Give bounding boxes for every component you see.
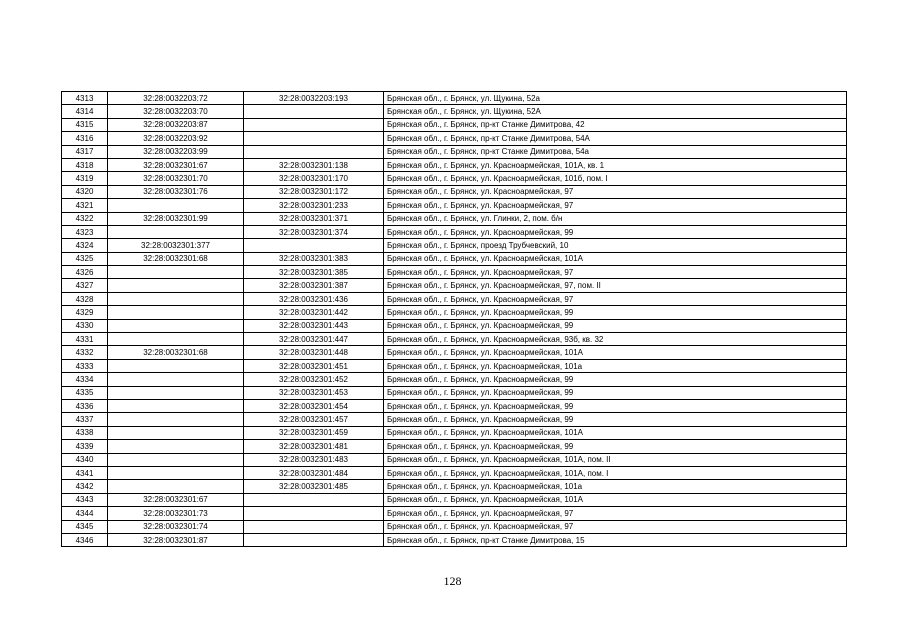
table-row [62, 520, 847, 533]
cadastral-number-cell: 32:28:0032301:74 [108, 520, 244, 533]
building-number-cell [244, 520, 384, 533]
address-cell: Брянская обл., г. Брянск, пр-кт Станке Димитрова, 54А [384, 132, 847, 145]
address-cell: Брянская обл., г. Брянск, ул. Красноармейская, 101А [384, 493, 847, 506]
table-row [62, 440, 847, 453]
row-number-cell: 4322 [62, 212, 108, 225]
building-number-cell [244, 105, 384, 118]
cadastral-number-cell: 32:28:0032301:67 [108, 158, 244, 171]
address-cell: Брянская обл., г. Брянск, проезд Трубчевский, 10 [384, 239, 847, 252]
building-number-cell: 32:28:0032301:447 [244, 333, 384, 346]
registry-table [61, 91, 847, 547]
table-row [62, 306, 847, 319]
address-cell: Брянская обл., г. Брянск, ул. Красноармейская, 101А [384, 252, 847, 265]
table-row [62, 333, 847, 346]
building-number-cell: 32:28:0032301:457 [244, 413, 384, 426]
building-number-cell: 32:28:0032301:484 [244, 466, 384, 479]
address-cell: Брянская обл., г. Брянск, пр-кт Станке Димитрова, 42 [384, 118, 847, 131]
address-cell: Брянская обл., г. Брянск, ул. Красноармейская, 101А, кв. 1 [384, 158, 847, 171]
address-cell: Брянская обл., г. Брянск, ул. Красноармейская, 97 [384, 185, 847, 198]
cadastral-number-cell: 32:28:0032301:76 [108, 185, 244, 198]
row-number-cell: 4313 [62, 92, 108, 105]
address-cell: Брянская обл., г. Брянск, ул. Красноармейская, 97 [384, 199, 847, 212]
row-number-cell: 4323 [62, 225, 108, 238]
building-number-cell: 32:28:0032301:138 [244, 158, 384, 171]
table-row [62, 466, 847, 479]
row-number-cell: 4345 [62, 520, 108, 533]
table-row [62, 279, 847, 292]
address-cell: Брянская обл., г. Брянск, ул. Щукина, 52а [384, 92, 847, 105]
building-number-cell: 32:28:0032301:483 [244, 453, 384, 466]
registry-table-body [62, 92, 847, 547]
row-number-cell: 4325 [62, 252, 108, 265]
table-row [62, 225, 847, 238]
table-row [62, 185, 847, 198]
address-cell: Брянская обл., г. Брянск, ул. Красноармейская, 99 [384, 319, 847, 332]
cadastral-number-cell [108, 480, 244, 493]
building-number-cell: 32:28:0032301:383 [244, 252, 384, 265]
address-cell: Брянская обл., г. Брянск, ул. Красноармейская, 99 [384, 413, 847, 426]
row-number-cell: 4344 [62, 507, 108, 520]
row-number-cell: 4334 [62, 373, 108, 386]
building-number-cell: 32:28:0032301:451 [244, 359, 384, 372]
building-number-cell: 32:28:0032301:485 [244, 480, 384, 493]
building-number-cell: 32:28:0032301:443 [244, 319, 384, 332]
cadastral-number-cell [108, 440, 244, 453]
table-row [62, 239, 847, 252]
row-number-cell: 4330 [62, 319, 108, 332]
table-row [62, 359, 847, 372]
cadastral-number-cell [108, 279, 244, 292]
cadastral-number-cell [108, 333, 244, 346]
address-cell: Брянская обл., г. Брянск, ул. Красноармейская, 97 [384, 266, 847, 279]
building-number-cell [244, 493, 384, 506]
table-row [62, 386, 847, 399]
cadastral-number-cell: 32:28:0032301:99 [108, 212, 244, 225]
building-number-cell: 32:28:0032301:233 [244, 199, 384, 212]
table-row [62, 266, 847, 279]
cadastral-number-cell [108, 359, 244, 372]
row-number-cell: 4316 [62, 132, 108, 145]
row-number-cell: 4332 [62, 346, 108, 359]
row-number-cell: 4317 [62, 145, 108, 158]
address-cell: Брянская обл., г. Брянск, пр-кт Станке Димитрова, 15 [384, 533, 847, 546]
table-row [62, 507, 847, 520]
row-number-cell: 4336 [62, 399, 108, 412]
table-row [62, 172, 847, 185]
address-cell: Брянская обл., г. Брянск, ул. Красноармейская, 93б, кв. 32 [384, 333, 847, 346]
address-cell: Брянская обл., г. Брянск, ул. Красноармейская, 97 [384, 520, 847, 533]
row-number-cell: 4328 [62, 292, 108, 305]
table-row [62, 212, 847, 225]
cadastral-number-cell: 32:28:0032203:72 [108, 92, 244, 105]
row-number-cell: 4318 [62, 158, 108, 171]
building-number-cell: 32:28:0032301:371 [244, 212, 384, 225]
address-cell: Брянская обл., г. Брянск, ул. Красноармейская, 101б, пом. I [384, 172, 847, 185]
address-cell: Брянская обл., г. Брянск, ул. Красноармейская, 99 [384, 373, 847, 386]
row-number-cell: 4314 [62, 105, 108, 118]
table-row [62, 145, 847, 158]
address-cell: Брянская обл., г. Брянск, ул. Красноармейская, 99 [384, 399, 847, 412]
table-row [62, 399, 847, 412]
row-number-cell: 4333 [62, 359, 108, 372]
cadastral-number-cell [108, 199, 244, 212]
cadastral-number-cell: 32:28:0032301:70 [108, 172, 244, 185]
address-cell: Брянская обл., г. Брянск, пр-кт Станке Димитрова, 54а [384, 145, 847, 158]
cadastral-number-cell [108, 453, 244, 466]
building-number-cell: 32:28:0032301:453 [244, 386, 384, 399]
row-number-cell: 4321 [62, 199, 108, 212]
row-number-cell: 4346 [62, 533, 108, 546]
table-row [62, 533, 847, 546]
row-number-cell: 4327 [62, 279, 108, 292]
building-number-cell: 32:28:0032301:448 [244, 346, 384, 359]
building-number-cell [244, 145, 384, 158]
cadastral-number-cell [108, 426, 244, 439]
row-number-cell: 4343 [62, 493, 108, 506]
cadastral-number-cell: 32:28:0032301:68 [108, 346, 244, 359]
building-number-cell [244, 507, 384, 520]
table-row [62, 493, 847, 506]
cadastral-number-cell [108, 292, 244, 305]
building-number-cell: 32:28:0032301:387 [244, 279, 384, 292]
row-number-cell: 4338 [62, 426, 108, 439]
address-cell: Брянская обл., г. Брянск, ул. Красноармейская, 99 [384, 225, 847, 238]
address-cell: Брянская обл., г. Брянск, ул. Красноармейская, 99 [384, 386, 847, 399]
cadastral-number-cell: 32:28:0032301:377 [108, 239, 244, 252]
address-cell: Брянская обл., г. Брянск, ул. Красноармейская, 97 [384, 507, 847, 520]
building-number-cell: 32:28:0032301:442 [244, 306, 384, 319]
row-number-cell: 4340 [62, 453, 108, 466]
row-number-cell: 4331 [62, 333, 108, 346]
address-cell: Брянская обл., г. Брянск, ул. Красноармейская, 101а [384, 359, 847, 372]
cadastral-number-cell: 32:28:0032203:70 [108, 105, 244, 118]
table-row [62, 319, 847, 332]
row-number-cell: 4320 [62, 185, 108, 198]
table-row [62, 158, 847, 171]
cadastral-number-cell [108, 306, 244, 319]
building-number-cell [244, 533, 384, 546]
row-number-cell: 4335 [62, 386, 108, 399]
cadastral-number-cell: 32:28:0032301:68 [108, 252, 244, 265]
table-row [62, 92, 847, 105]
row-number-cell: 4339 [62, 440, 108, 453]
building-number-cell: 32:28:0032301:436 [244, 292, 384, 305]
row-number-cell: 4324 [62, 239, 108, 252]
building-number-cell: 32:28:0032301:385 [244, 266, 384, 279]
cadastral-number-cell [108, 466, 244, 479]
table-row [62, 480, 847, 493]
row-number-cell: 4319 [62, 172, 108, 185]
page-number: 128 [443, 574, 462, 588]
address-cell: Брянская обл., г. Брянск, ул. Красноармейская, 101а [384, 480, 847, 493]
building-number-cell: 32:28:0032301:374 [244, 225, 384, 238]
table-row [62, 346, 847, 359]
building-number-cell [244, 239, 384, 252]
cadastral-number-cell [108, 413, 244, 426]
building-number-cell: 32:28:0032301:481 [244, 440, 384, 453]
address-cell: Брянская обл., г. Брянск, ул. Красноармейская, 97 [384, 292, 847, 305]
table-row [62, 413, 847, 426]
table-row [62, 373, 847, 386]
row-number-cell: 4337 [62, 413, 108, 426]
cadastral-number-cell [108, 266, 244, 279]
cadastral-number-cell: 32:28:0032301:87 [108, 533, 244, 546]
table-row [62, 199, 847, 212]
address-cell: Брянская обл., г. Брянск, ул. Красноармейская, 99 [384, 306, 847, 319]
row-number-cell: 4342 [62, 480, 108, 493]
cadastral-number-cell: 32:28:0032301:67 [108, 493, 244, 506]
table-row [62, 132, 847, 145]
cadastral-number-cell [108, 399, 244, 412]
building-number-cell: 32:28:0032301:454 [244, 399, 384, 412]
cadastral-number-cell: 32:28:0032203:87 [108, 118, 244, 131]
address-cell: Брянская обл., г. Брянск, ул. Красноармейская, 101А, пом. I [384, 466, 847, 479]
cadastral-number-cell [108, 225, 244, 238]
address-cell: Брянская обл., г. Брянск, ул. Глинки, 2, пом. б/н [384, 212, 847, 225]
table-row [62, 118, 847, 131]
row-number-cell: 4329 [62, 306, 108, 319]
row-number-cell: 4315 [62, 118, 108, 131]
address-cell: Брянская обл., г. Брянск, ул. Щукина, 52А [384, 105, 847, 118]
building-number-cell: 32:28:0032203:193 [244, 92, 384, 105]
cadastral-number-cell: 32:28:0032301:73 [108, 507, 244, 520]
table-row [62, 105, 847, 118]
address-cell: Брянская обл., г. Брянск, ул. Красноармейская, 101А [384, 426, 847, 439]
cadastral-number-cell: 32:28:0032203:92 [108, 132, 244, 145]
address-cell: Брянская обл., г. Брянск, ул. Красноармейская, 99 [384, 440, 847, 453]
table-row [62, 292, 847, 305]
cadastral-number-cell [108, 319, 244, 332]
building-number-cell: 32:28:0032301:172 [244, 185, 384, 198]
building-number-cell: 32:28:0032301:459 [244, 426, 384, 439]
table-row [62, 453, 847, 466]
row-number-cell: 4326 [62, 266, 108, 279]
address-cell: Брянская обл., г. Брянск, ул. Красноармейская, 97, пом. II [384, 279, 847, 292]
cadastral-number-cell [108, 386, 244, 399]
cadastral-number-cell: 32:28:0032203:99 [108, 145, 244, 158]
table-row [62, 252, 847, 265]
row-number-cell: 4341 [62, 466, 108, 479]
address-cell: Брянская обл., г. Брянск, ул. Красноармейская, 101А [384, 346, 847, 359]
building-number-cell [244, 132, 384, 145]
cadastral-number-cell [108, 373, 244, 386]
table-row [62, 426, 847, 439]
building-number-cell: 32:28:0032301:170 [244, 172, 384, 185]
address-cell: Брянская обл., г. Брянск, ул. Красноармейская, 101А, пом. II [384, 453, 847, 466]
building-number-cell: 32:28:0032301:452 [244, 373, 384, 386]
building-number-cell [244, 118, 384, 131]
